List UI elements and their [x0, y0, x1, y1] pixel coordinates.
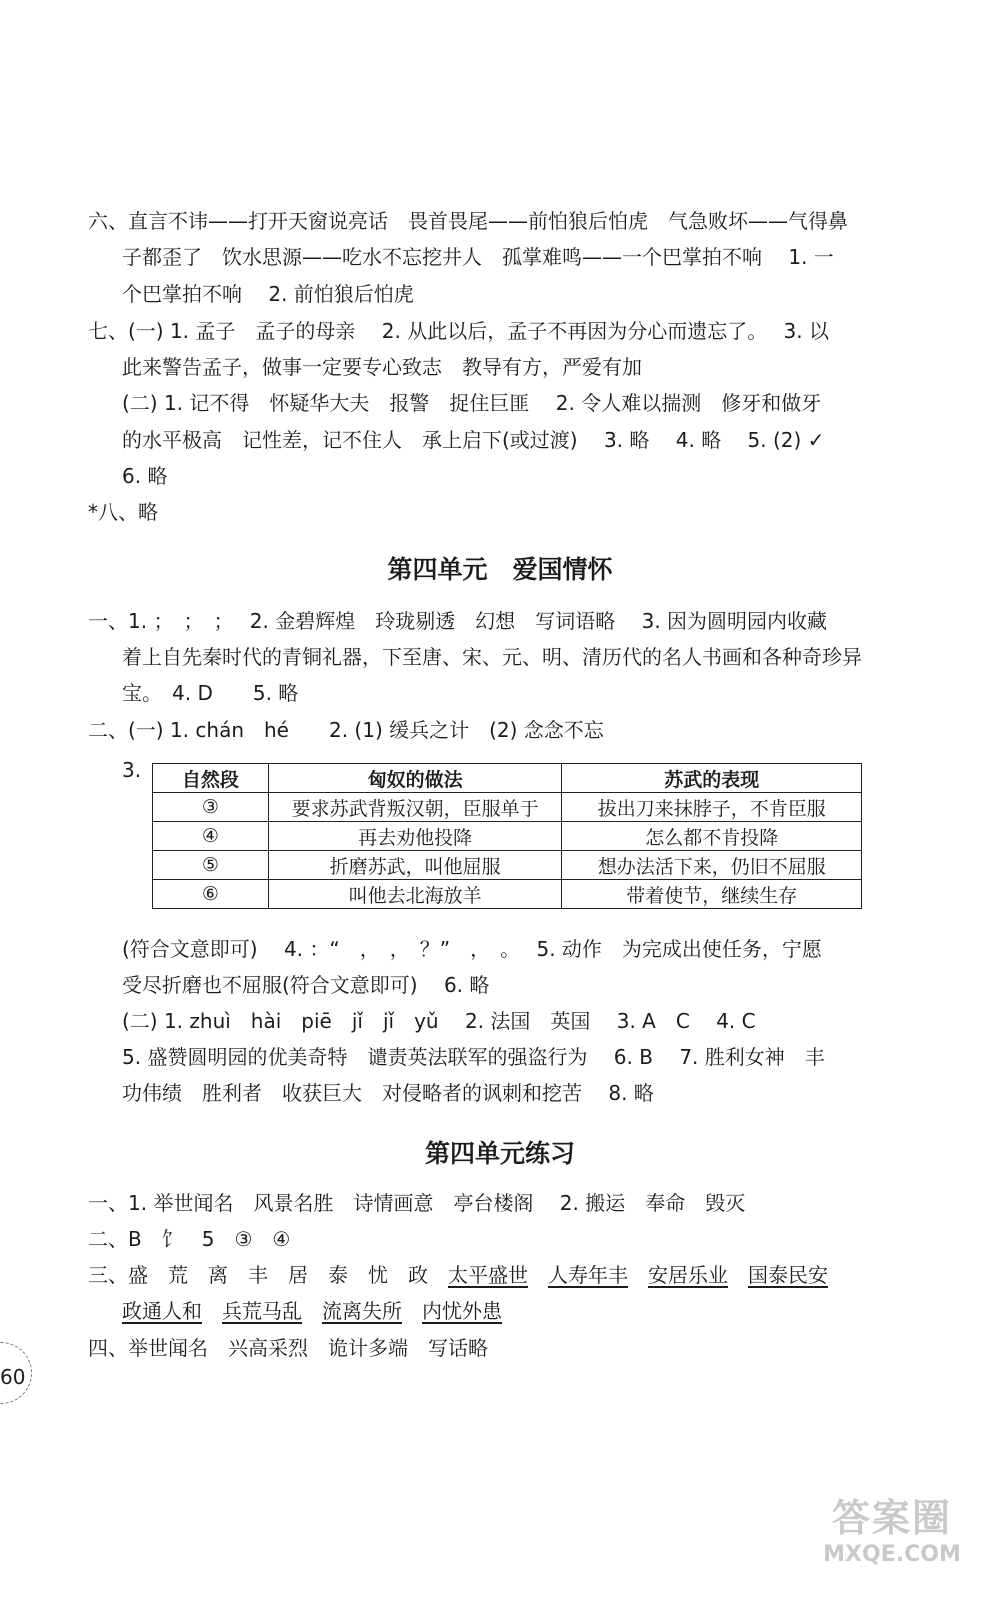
- unit4-q2-line5: 5. 盛赞圆明园的优美奇特 谴责英法联军的强盗行为 6. B 7. 胜利女神 丰: [122, 1045, 825, 1069]
- line-6-3: 个巴掌拍不响 2. 前怕狼后怕虎: [122, 282, 414, 306]
- idiom-underlined: 流离失所: [322, 1299, 402, 1323]
- line-7-4: 的水平极高 记性差，记不住人 承上启下(或过渡) 3. 略 4. 略 5. (2) ✓: [122, 428, 825, 452]
- idiom-underlined: 内忧外患: [422, 1299, 502, 1323]
- watermark-logo-text: 答案圈: [831, 1496, 952, 1540]
- table-cell: 想办法活下来，仍旧不屈服: [562, 851, 862, 880]
- table-row: [153, 793, 862, 822]
- table-cell: ⑤: [153, 851, 269, 880]
- idiom-underlined: 安居乐业: [648, 1263, 728, 1287]
- unit4-q2-line4: (二) 1. zhuì hài piē jǐ jǐ yǔ 2. 法国 英国 3. A C 4. C: [122, 1009, 756, 1033]
- practice-q2: 二、B 饣 5 ③ ④: [88, 1227, 291, 1251]
- unit4-q1-line1: 一、1. ； ； ； 2. 金碧辉煌 玲珑剔透 幻想 写词语略 3. 因为圆明园内收藏: [88, 609, 828, 633]
- practice-q3-chars: 三、盛 荒 离 丰 居 泰 忧 政: [88, 1263, 448, 1287]
- table-cell: 带着使节，继续生存: [562, 880, 862, 909]
- unit4-q1-line3: 宝。 4. D 5. 略: [122, 681, 299, 705]
- table-row: [153, 822, 862, 851]
- unit4-q2-line2: (符合文意即可) 4. ：“ ， ， ？” ， 。 5. 动作 为完成出使任务，宁愿: [122, 937, 822, 961]
- line-6-1: 六、直言不讳——打开天窗说亮话 畏首畏尾——前怕狼后怕虎 气急败坏——气得鼻: [88, 209, 848, 233]
- table-cell: 折磨苏武，叫他屈服: [268, 851, 562, 880]
- unit4-q2-num3: 3.: [122, 758, 142, 782]
- table-cell: 叫他去北海放羊: [268, 880, 562, 909]
- table-cell: 要求苏武背叛汉朝，臣服单于: [268, 793, 562, 822]
- practice-q3-line2: [122, 1298, 502, 1324]
- table-cell: 怎么都不肯投降: [562, 822, 862, 851]
- idiom-underlined: 人寿年丰: [548, 1263, 628, 1287]
- page-number: 60: [0, 1365, 26, 1389]
- unit4-title: 第四单元 爱国情怀: [387, 555, 613, 584]
- suwu-table: [152, 763, 862, 909]
- line-8: *八、略: [88, 500, 158, 524]
- watermark: [812, 1496, 972, 1570]
- idiom-underlined: 国泰民安: [748, 1263, 828, 1287]
- line-7-1: 七、(一) 1. 孟子 孟子的母亲 2. 从此以后，孟子不再因为分心而遗忘了。 3. 以: [88, 319, 829, 343]
- unit4-q2-line6: 功伟绩 胜利者 收获巨大 对侵略者的讽刺和挖苦 8. 略: [122, 1081, 654, 1105]
- unit4-q2-line3: 受尽折磨也不屈服(符合文意即可) 6. 略: [122, 973, 490, 997]
- table-header: 自然段: [153, 764, 269, 793]
- unit4-q2-line1: 二、(一) 1. chán hé 2. (1) 缓兵之计 (2) 念念不忘: [88, 718, 604, 742]
- table-cell: 再去劝他投降: [268, 822, 562, 851]
- line-6-2: 子都歪了 饮水思源——吃水不忘挖井人 孤掌难鸣——一个巴掌拍不响 1. 一: [122, 245, 834, 269]
- table-header-row: [153, 764, 862, 793]
- line-7-2: 此来警告孟子，做事一定要专心致志 教导有方，严爱有加: [122, 355, 642, 379]
- table-cell: 拔出刀来抹脖子，不肯臣服: [562, 793, 862, 822]
- table-header: 苏武的表现: [562, 764, 862, 793]
- practice-q1: 一、1. 举世闻名 风景名胜 诗情画意 亭台楼阁 2. 搬运 奉命 毁灭: [88, 1191, 746, 1215]
- table-cell: ④: [153, 822, 269, 851]
- table-cell: ③: [153, 793, 269, 822]
- practice-title: 第四单元练习: [424, 1139, 575, 1168]
- table-header: 匈奴的做法: [268, 764, 562, 793]
- watermark-domain: MXQE.COM: [823, 1542, 961, 1567]
- table-cell: ⑥: [153, 880, 269, 909]
- unit4-q1-line2: 着上自先秦时代的青铜礼器，下至唐、宋、元、明、清历代的名人书画和各种奇珍异: [122, 645, 862, 669]
- idiom-underlined: 兵荒马乱: [222, 1299, 302, 1323]
- idiom-underlined: 政通人和: [122, 1299, 202, 1323]
- line-7-5: 6. 略: [122, 464, 168, 488]
- line-7-3: (二) 1. 记不得 怀疑华大夫 报警 捉住巨匪 2. 令人难以揣测 修牙和做牙: [122, 391, 822, 415]
- idiom-underlined: 太平盛世: [448, 1263, 528, 1287]
- table-row: [153, 851, 862, 880]
- practice-q3-line1: [88, 1262, 828, 1288]
- table-row: [153, 880, 862, 909]
- practice-q4: 四、举世闻名 兴高采烈 诡计多端 写话略: [88, 1336, 488, 1360]
